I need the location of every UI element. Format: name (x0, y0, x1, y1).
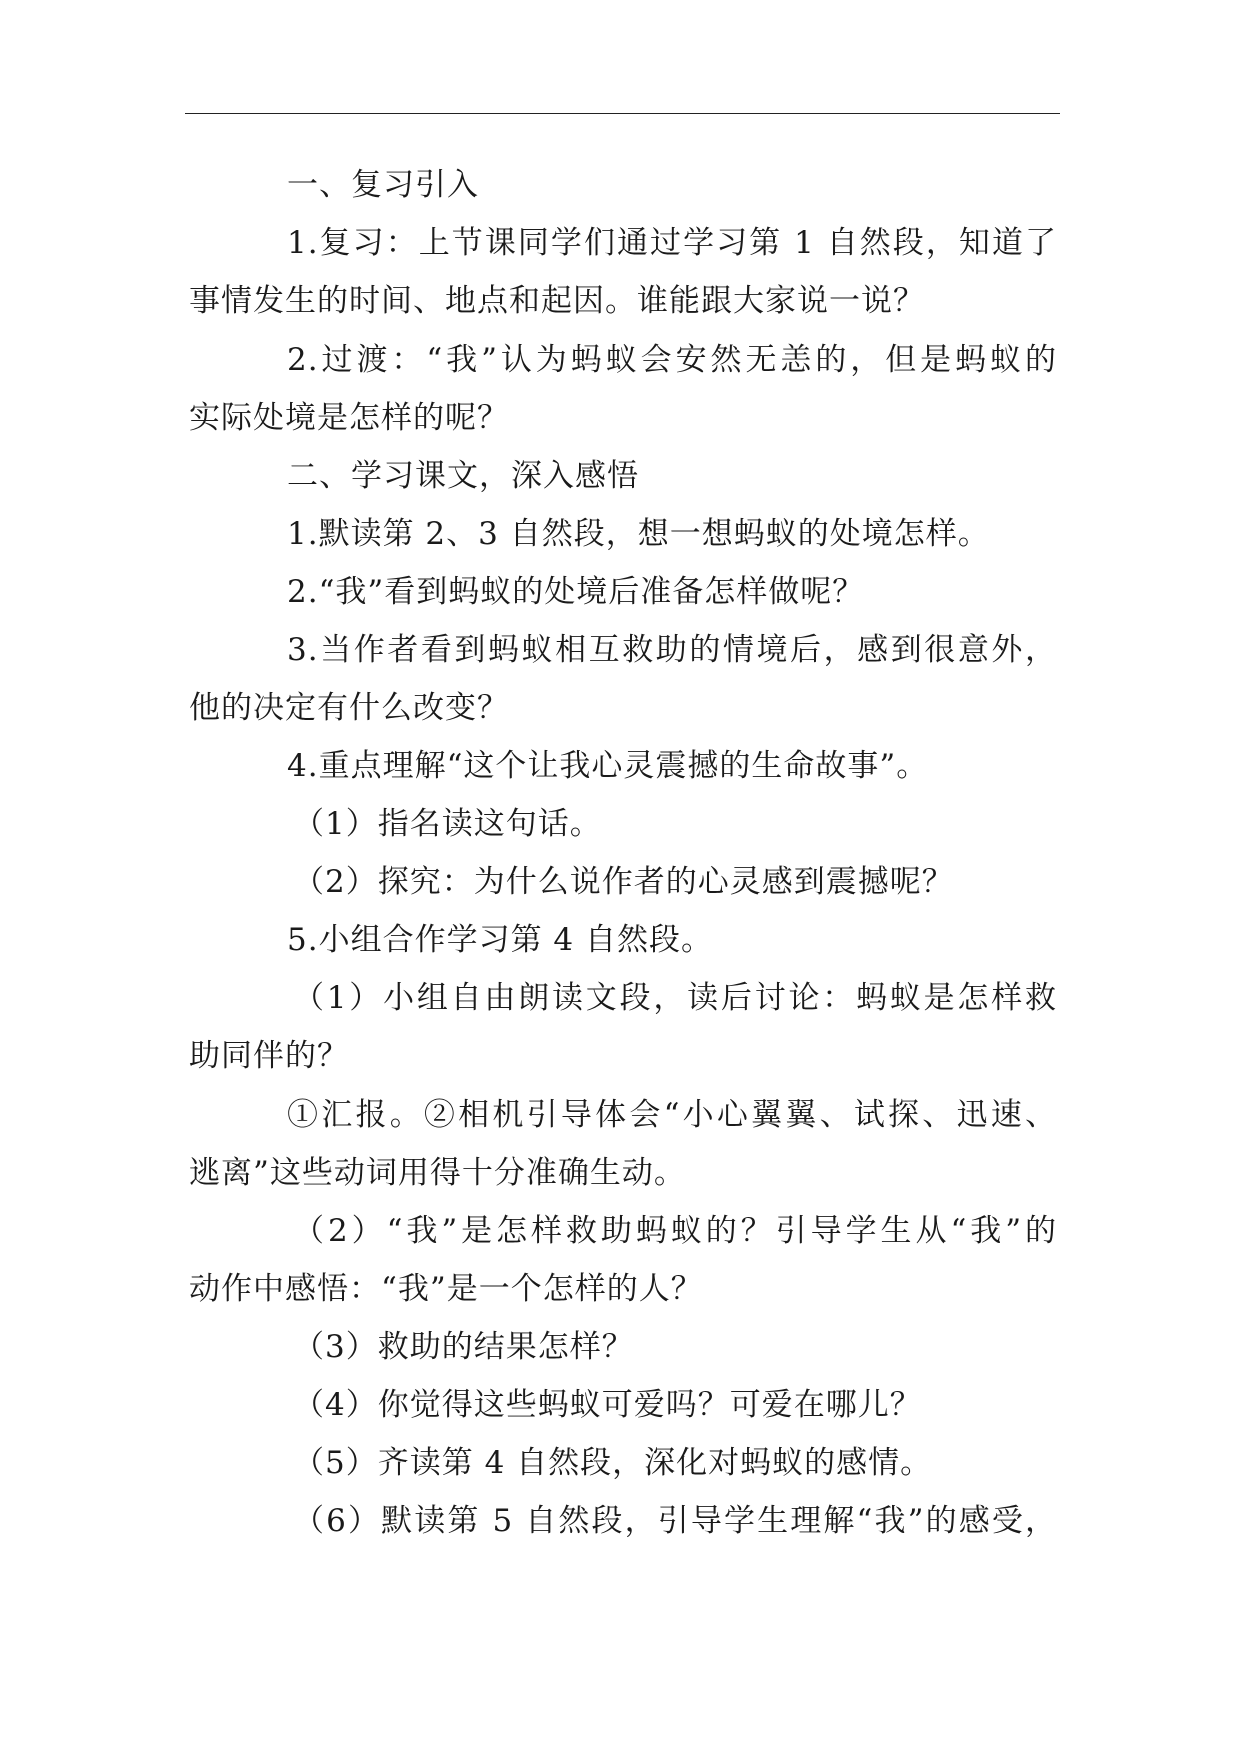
paragraph-line: 3.当作者看到蚂蚁相互救助的情境后，感到很意外， (287, 632, 1057, 668)
paragraph-line: 逃离”这些动词用得十分准确生动。 (189, 1155, 686, 1191)
paragraph-line: 实际处境是怎样的呢？ (189, 400, 509, 436)
paragraph-line: ①汇报。②相机引导体会“小心翼翼、试探、迅速、 (287, 1097, 1057, 1133)
paragraph-line: 1.默读第 2、3 自然段，想一想蚂蚁的处境怎样。 (287, 516, 990, 552)
paragraph-line: 助同伴的？ (189, 1038, 349, 1074)
paragraph-line: （1）指名读这句话。 (293, 806, 602, 842)
paragraph-line: （6）默读第 5 自然段，引导学生理解“我”的感受， (293, 1503, 1057, 1539)
paragraph-line: 事情发生的时间、地点和起因。谁能跟大家说一说？ (189, 283, 925, 319)
paragraph-line: （2）探究：为什么说作者的心灵感到震撼呢？ (293, 864, 954, 900)
paragraph-line: （4）你觉得这些蚂蚁可爱吗？可爱在哪儿？ (293, 1387, 922, 1423)
paragraph-line: （2）“我”是怎样救助蚂蚁的？引导学生从“我”的 (293, 1213, 1057, 1249)
section-heading-study: 二、学习课文，深入感悟 (287, 458, 639, 494)
paragraph-line: 他的决定有什么改变？ (189, 690, 509, 726)
paragraph-line: （1）小组自由朗读文段，读后讨论：蚂蚁是怎样救 (293, 980, 1057, 1016)
paragraph-line: 2.“我”看到蚂蚁的处境后准备怎样做呢？ (287, 574, 865, 610)
header-rule (185, 113, 1060, 114)
paragraph-line: （3）救助的结果怎样？ (293, 1329, 634, 1365)
section-heading-review: 一、复习引入 (287, 167, 479, 203)
paragraph-line: 5.小组合作学习第 4 自然段。 (287, 922, 714, 958)
paragraph-line: 动作中感悟：“我”是一个怎样的人？ (189, 1271, 703, 1307)
paragraph-line: 2.过渡：“我”认为蚂蚁会安然无恙的，但是蚂蚁的 (287, 342, 1057, 378)
paragraph-line: 4.重点理解“这个让我心灵震撼的生命故事”。 (287, 748, 929, 784)
paragraph-line: 1.复习：上节课同学们通过学习第 1 自然段，知道了 (287, 225, 1057, 261)
paragraph-line: （5）齐读第 4 自然段，深化对蚂蚁的感情。 (293, 1445, 933, 1481)
